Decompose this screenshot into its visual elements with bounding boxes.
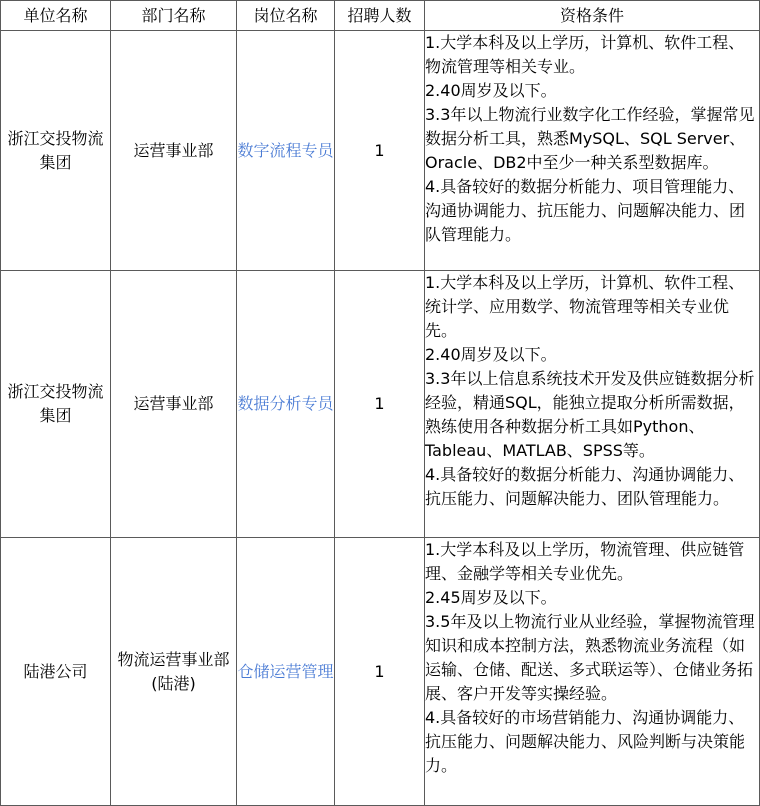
- department-cell: 运营事业部: [111, 31, 237, 271]
- unit-cell: 浙江交投物流集团: [1, 271, 111, 538]
- header-position: 岗位名称: [237, 1, 335, 31]
- requirement-item: 2.40周岁及以下。: [425, 81, 557, 100]
- table-row: [1, 538, 760, 806]
- table-row: [1, 31, 760, 271]
- requirements-cell: [425, 271, 760, 538]
- requirement-item: 1.大学本科及以上学历，物流管理、供应链管理、金融学等相关专业优先。: [425, 540, 745, 583]
- header-headcount: 招聘人数: [335, 1, 425, 31]
- requirement-item: 2.45周岁及以下。: [425, 588, 557, 607]
- requirements-cell: [425, 538, 760, 806]
- headcount-cell: 1: [335, 271, 425, 538]
- header-unit: 单位名称: [1, 1, 111, 31]
- unit-cell: 浙江交投物流集团: [1, 31, 111, 271]
- requirement-item: 4.具备较好的市场营销能力、沟通协调能力、抗压能力、问题解决能力、风险判断与决策能力。: [425, 708, 746, 775]
- position-link[interactable]: 数据分析专员: [237, 271, 335, 538]
- position-link[interactable]: 数字流程专员: [237, 31, 335, 271]
- requirements-cell: [425, 31, 760, 271]
- requirement-item: 3.3年以上信息系统技术开发及供应链数据分析经验，精通SQL，能独立提取分析所需数据，熟练使用各种数据分析工具如Python、Tableau、MATLAB、SPSS等。: [425, 369, 755, 460]
- headcount-cell: 1: [335, 538, 425, 806]
- requirement-item: 1.大学本科及以上学历，计算机、软件工程、物流管理等相关专业。: [425, 33, 745, 76]
- table-row: [1, 271, 760, 538]
- headcount-cell: 1: [335, 31, 425, 271]
- position-link[interactable]: 仓储运营管理: [237, 538, 335, 806]
- header-department: 部门名称: [111, 1, 237, 31]
- department-cell: 物流运营事业部(陆港): [111, 538, 237, 806]
- table-header-row: [1, 1, 760, 31]
- requirement-item: 1.大学本科及以上学历，计算机、软件工程、统计学、应用数学、物流管理等相关专业优先。: [425, 273, 745, 340]
- department-cell: 运营事业部: [111, 271, 237, 538]
- requirement-item: 3.5年及以上物流行业从业经验，掌握物流管理知识和成本控制方法，熟悉物流业务流程（如运输、仓储、配送、多式联运等）、仓储业务拓展、客户开发等实操经验。: [425, 612, 755, 703]
- unit-cell: 陆港公司: [1, 538, 111, 806]
- requirement-item: 4.具备较好的数据分析能力、沟通协调能力、抗压能力、问题解决能力、团队管理能力。: [425, 465, 745, 508]
- header-requirements: 资格条件: [425, 1, 760, 31]
- requirement-item: 4.具备较好的数据分析能力、项目管理能力、沟通协调能力、抗压能力、问题解决能力、团队管理能力。: [425, 177, 746, 244]
- requirement-item: 2.40周岁及以下。: [425, 345, 557, 364]
- requirement-item: 3.3年以上物流行业数字化工作经验，掌握常见数据分析工具，熟悉MySQL、SQL Server、Oracle、DB2中至少一种关系型数据库。: [425, 105, 755, 172]
